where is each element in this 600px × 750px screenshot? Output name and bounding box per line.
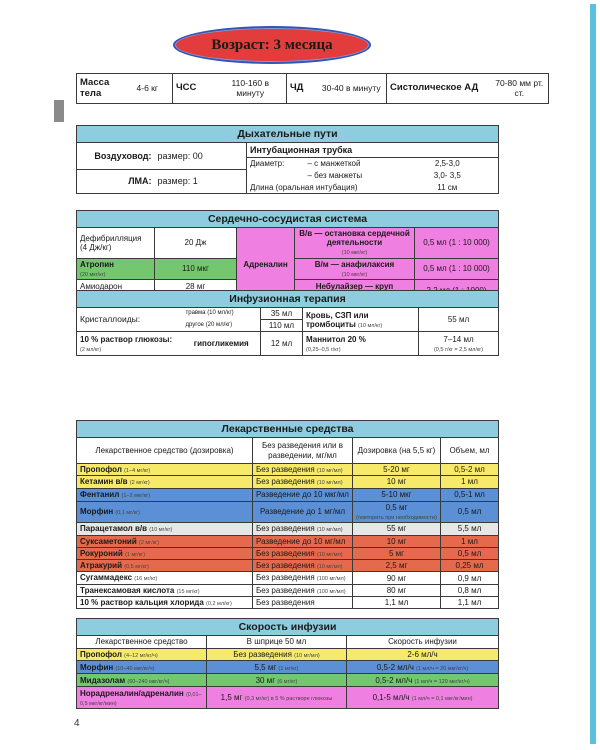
trauma-label: травма [185, 310, 206, 317]
uncuffed-label: – без манжеты [307, 170, 363, 180]
blood-cell [303, 308, 419, 332]
drug-dose-cell [353, 464, 441, 476]
drug-dilution-note: (10 мг/мл) [316, 551, 343, 558]
drug-name: 10 % раствор кальция хлорида [80, 598, 204, 608]
hr-label: ЧСС [173, 74, 215, 104]
drug-name-cell [77, 523, 253, 535]
drug-row [77, 523, 499, 535]
drug-dose-note: (10 мг/кг) [149, 527, 173, 534]
drugs-table [76, 420, 499, 609]
arrest-label: В/в — остановка сердечной деятельности [299, 229, 410, 248]
atropine-label: Атропин [80, 259, 114, 269]
rate-row [77, 649, 499, 661]
drug-name-cell [77, 476, 253, 488]
rate-drug-cell [77, 649, 207, 661]
mannitol-cell [303, 332, 419, 356]
rate-syringe-note: (1 мг/кг) [278, 665, 299, 672]
drug-dose: 5-20 мг [383, 465, 410, 475]
rate-note: (1 мл/ч = 120 мкг/кг/ч) [414, 678, 470, 685]
drug-name-cell [77, 547, 253, 559]
drug-name-cell [77, 572, 253, 584]
drug-volume: 0,5-2 мл [441, 464, 499, 476]
drug-name-cell [77, 488, 253, 501]
glucose-label: 10 % раствор глюкозы: [80, 334, 173, 344]
drug-dilution-note: (10 мг/мл) [316, 468, 343, 475]
drug-dilution-cell [253, 584, 353, 596]
rate-syringe-cell [207, 674, 347, 687]
drug-dilution-cell [253, 560, 353, 572]
rate-syringe: Без разведения [233, 650, 292, 660]
drug-dilution-note: (10 мг/мл) [316, 527, 343, 534]
drug-volume: 1 мл [441, 535, 499, 547]
rate-syringe-cell [207, 687, 347, 709]
drug-dilution: Разведение до 10 мг/мл [256, 536, 346, 546]
drug-volume: 1 мл [441, 476, 499, 488]
defib-value: 20 Дж [155, 228, 237, 259]
drug-dilution-cell [253, 547, 353, 559]
arrest-cell [295, 228, 415, 259]
drug-dilution-cell [253, 476, 353, 488]
airway-label: Воздуховод: [77, 143, 155, 170]
rate-syringe: 30 мг [255, 675, 276, 685]
rate-note: (1 мл/ч = 0,1 мкг/кг/мин) [411, 696, 473, 703]
drug-volume: 0,8 мл [441, 584, 499, 596]
drug-dilution: Разведение до 10 мкг/мл [256, 490, 349, 500]
defib-label: Дефибрилляция [80, 233, 142, 243]
drug-dilution: Без разведения [256, 477, 315, 487]
rate-value: 0,5-2 мл/ч [375, 675, 413, 685]
drug-dose-cell [353, 560, 441, 572]
drugs-header-dilution: Без разведения или в разведении, мг/мл [253, 438, 353, 464]
drug-dose: 90 мг [386, 573, 407, 583]
mass-label: Масса тела [77, 74, 123, 104]
amio-value: 28 мг [185, 281, 206, 291]
drug-dose-cell [353, 523, 441, 535]
drugs-header-name: Лекарственное средство (дозировка) [77, 438, 253, 464]
rate-drug-note: (10–40 мкг/кг/ч) [115, 665, 155, 672]
drug-dilution-cell [253, 523, 353, 535]
infusion-title: Инфузионная терапия [77, 291, 499, 308]
drug-dose: 5 мг [388, 548, 405, 558]
length-value: 11 см [397, 182, 499, 194]
cardio-table [76, 210, 499, 302]
rate-header-rate: Скорость инфузии [347, 636, 499, 649]
blood-label: Кровь, СЗП или тромбоциты [306, 310, 369, 329]
drug-dilution-cell [253, 464, 353, 476]
cuffed-label: – с манжеткой [307, 159, 361, 169]
lma-size: размер: 1 [155, 170, 247, 194]
drug-dose-note: (16 мг/кг) [134, 576, 158, 583]
other-value: 110 мл [261, 320, 303, 332]
trauma-cell [183, 308, 261, 320]
rate-syringe-note: (10 мг/мл) [294, 653, 320, 660]
drug-dilution-note: (100 мг/мл) [316, 576, 346, 583]
anaph-value: 0,5 мл (1 : 10 000) [415, 258, 499, 280]
other-cell [183, 320, 261, 332]
drug-dose-cell [353, 476, 441, 488]
trauma-value: 35 мл [261, 308, 303, 320]
page-title: Возраст: 3 месяца [173, 26, 371, 64]
drug-dose: 10 мг [386, 536, 407, 546]
drug-dilution-note: (10 мг/мл) [316, 480, 343, 487]
vitals-table [76, 73, 549, 104]
rr-label: ЧД [287, 74, 317, 104]
drug-row [77, 547, 499, 559]
adrenaline-label: Адреналин [237, 228, 295, 302]
drug-name: Морфин [80, 507, 114, 517]
drug-dose-note: (2 мг/кг) [129, 480, 150, 487]
drug-dilution-cell [253, 488, 353, 501]
mannitol-value-cell [419, 332, 499, 356]
drug-dose-cell [353, 584, 441, 596]
page-number: 4 [74, 718, 80, 729]
drug-row [77, 597, 499, 609]
uncuffed-value: 3,0- 3,5 [397, 170, 499, 182]
drugs-title: Лекарственные средства [77, 421, 499, 438]
mannitol-label: Маннитол 20 % [306, 334, 366, 344]
drug-name-cell [77, 584, 253, 596]
anaph-cell [295, 258, 415, 280]
hr-value: 110-160 в минуту [215, 74, 287, 104]
drug-dose-cell [353, 535, 441, 547]
diameter-label: Диаметр: [247, 158, 305, 170]
drug-row [77, 584, 499, 596]
drug-dose-note: (0,1 мг/кг) [115, 510, 140, 517]
mannitol-dose: (0,25–0,5 г/кг) [306, 346, 341, 353]
amio-label: Амиодарон [80, 281, 123, 291]
drug-name-cell [77, 560, 253, 572]
rate-drug-cell [77, 661, 207, 674]
drug-row [77, 535, 499, 547]
atropine-value: 110 мкг [155, 258, 237, 280]
infusion-rate-title: Скорость инфузии [77, 619, 499, 636]
rate-value: 2-6 мл/ч [407, 650, 438, 660]
rate-drug-name: Пропофол [80, 650, 122, 660]
drug-dose-sub: (повторить при необходимости) [356, 514, 437, 521]
crystalloids-label: Кристаллоиды: [77, 308, 183, 332]
anaph-dose: (10 мкг/кг) [341, 271, 368, 278]
drug-dose: 80 мг [386, 585, 407, 595]
infusion-table [76, 290, 499, 356]
drug-dose-cell [353, 597, 441, 609]
drug-dose-cell [353, 488, 441, 501]
mannitol-sub: (0,5 г/кг = 2,5 мл/кг) [433, 346, 484, 353]
atropine-dose: (20 мкг/кг) [80, 271, 106, 278]
drug-dose-note: (1–2 мкг/кг) [121, 493, 151, 500]
cardio-title: Сердечно-сосудистая система [77, 211, 499, 228]
drug-dose: 2,5 мг [385, 561, 408, 571]
drug-dilution: Разведение до 1 мг/мл [259, 507, 346, 517]
rate-cell [347, 649, 499, 661]
drug-volume: 0,9 мл [441, 572, 499, 584]
rate-row [77, 674, 499, 687]
rate-note: (1 мл/ч = 20 мкг/кг/ч) [416, 665, 469, 672]
tube-title: Интубационная трубка [247, 143, 499, 158]
drug-dose-note: (15 мг/кг) [176, 588, 200, 595]
trauma-dose: (10 мл/кг) [207, 310, 234, 317]
mass-value: 4-6 кг [123, 74, 173, 104]
rate-drug-cell [77, 674, 207, 687]
rate-drug-note: (0,01–0,5 мкг/кг/мин) [80, 691, 202, 707]
rate-drug-note: (60–240 мкг/кг/ч) [127, 678, 170, 685]
neb-label: Небулайзер — круп [315, 281, 394, 291]
arrest-value: 0,5 мл (1 : 10 000) [415, 228, 499, 259]
rate-row [77, 687, 499, 709]
rate-header-drug: Лекарственное средство [77, 636, 207, 649]
atropine-cell [77, 258, 155, 280]
drug-name: Сугаммадекс [80, 573, 133, 583]
drug-name: Суксаметоний [80, 536, 137, 546]
drug-dose: 55 мг [386, 524, 407, 534]
rate-value: 0,1-5 мл/ч [372, 693, 410, 703]
length-label: Длина (оральная интубация) [247, 182, 397, 194]
other-label: другое [185, 322, 205, 329]
sbp-value: 70-80 мм рт. ст. [491, 74, 549, 104]
drug-dilution-cell [253, 572, 353, 584]
hypo-label: гипогликемия [183, 332, 261, 356]
rr-value: 30-40 в минуту [317, 74, 387, 104]
drug-name-cell [77, 597, 253, 609]
drug-dilution: Без разведения [256, 561, 315, 571]
drugs-body [77, 464, 499, 609]
drug-row [77, 560, 499, 572]
drug-volume: 0,5 мл [441, 547, 499, 559]
drug-dose-cell [353, 547, 441, 559]
defib-cell [77, 228, 155, 259]
drug-dilution: Без разведения [256, 548, 315, 558]
rate-syringe-note: (0,3 мг/кг) в 5 % растворе глюкозы [244, 696, 333, 703]
drug-dilution: Без разведения [256, 465, 315, 475]
rate-drug-cell [77, 687, 207, 709]
rate-row [77, 661, 499, 674]
drug-row [77, 488, 499, 501]
rate-syringe-cell [207, 661, 347, 674]
airway-size: размер: 00 [155, 143, 247, 170]
rate-drug-note: (4–12 мг/кг/ч) [124, 653, 158, 660]
infusion-rate-table [76, 618, 499, 709]
drug-name-cell [77, 535, 253, 547]
drug-row [77, 501, 499, 523]
rate-syringe-cell [207, 649, 347, 661]
drug-dose-note: (1 мг/кг) [125, 551, 146, 558]
mannitol-value: 7–14 мл [443, 334, 474, 344]
section-tab-marker [54, 100, 64, 122]
defib-sub: (4 Дж/кг) [80, 242, 112, 252]
airway-table [76, 125, 499, 194]
glucose-dose: (2 мл/кг) [80, 346, 102, 353]
drug-name: Кетамин в/в [80, 477, 128, 487]
drugs-header-dose: Дозировка (на 5,5 кг) [353, 438, 441, 464]
drug-name: Транексамовая кислота [80, 585, 175, 595]
drug-volume: 0,5 мл [441, 501, 499, 523]
glucose-value: 12 мл [261, 332, 303, 356]
rate-header-syringe: В шприце 50 мл [207, 636, 347, 649]
cuffed-value: 2,5-3,0 [397, 158, 499, 170]
drug-volume: 0,25 мл [441, 560, 499, 572]
drug-dilution-cell [253, 535, 353, 547]
drug-dose-cell [353, 501, 441, 523]
drug-name-cell [77, 464, 253, 476]
rate-cell [347, 687, 499, 709]
rate-cell [347, 661, 499, 674]
rate-drug-name: Норадреналин/адреналин [80, 688, 184, 698]
infusion-rate-body [77, 649, 499, 709]
drug-dilution: Без разведения [256, 573, 315, 583]
drug-dose-note: (0,2 мл/кг) [206, 601, 232, 608]
drug-name: Парацетамол в/в [80, 524, 148, 534]
drug-name: Атракурий [80, 561, 122, 571]
other-dose: (20 мл/кг) [205, 322, 233, 329]
drug-dose: 5-10 мкг [381, 490, 412, 500]
rate-value: 0,5-2 мл/ч [376, 662, 414, 672]
drug-row [77, 476, 499, 488]
drug-dilution-cell [253, 597, 353, 609]
sbp-label: Систолическое АД [387, 74, 491, 104]
drug-dose: 0,5 мг [385, 502, 408, 512]
lma-label: ЛМА: [77, 170, 155, 194]
drug-dilution: Без разведения [256, 598, 315, 608]
drug-dilution-note: (100 мг/мл) [316, 588, 346, 595]
drug-dilution-note: (10 мг/мл) [316, 564, 343, 571]
drug-name: Рокуроний [80, 548, 123, 558]
drug-row [77, 464, 499, 476]
drug-volume: 0,5-1 мл [441, 488, 499, 501]
glucose-cell [77, 332, 183, 356]
drug-dose-note: (0,5 мг/кг) [124, 564, 149, 571]
rate-drug-name: Мидазолам [80, 675, 126, 685]
drug-volume: 1,1 мл [441, 597, 499, 609]
rate-syringe: 1,5 мг [220, 693, 243, 703]
drug-dose-note: (2 мг/кг) [138, 539, 159, 546]
airway-title: Дыхательные пути [77, 126, 499, 143]
blood-value: 55 мл [419, 308, 499, 332]
arrest-dose: (10 мкг/кг) [341, 250, 368, 257]
drug-dilution: Без разведения [256, 585, 315, 595]
drug-dose-note: (1–4 мг/кг) [124, 468, 151, 475]
drug-name: Пропофол [80, 465, 122, 475]
drug-name-cell [77, 501, 253, 523]
drug-dilution-cell [253, 501, 353, 523]
drug-name: Фентанил [80, 490, 120, 500]
drug-dose: 1,1 мл [384, 598, 409, 608]
rate-drug-name: Морфин [80, 662, 114, 672]
drug-row [77, 572, 499, 584]
drugs-header-volume: Объем, мл [441, 438, 499, 464]
drug-volume: 5,5 мл [441, 523, 499, 535]
blood-dose: (10 мл/кг) [358, 322, 383, 329]
anaph-label: В/м — анафилаксия [314, 259, 395, 269]
rate-cell [347, 674, 499, 687]
side-accent-bar [590, 4, 596, 744]
drug-dilution: Без разведения [256, 524, 315, 534]
rate-syringe-note: (6 мг/кг) [277, 678, 298, 685]
rate-syringe: 5,5 мг [254, 662, 277, 672]
drug-dose: 10 мг [386, 477, 407, 487]
drug-dose-cell [353, 572, 441, 584]
